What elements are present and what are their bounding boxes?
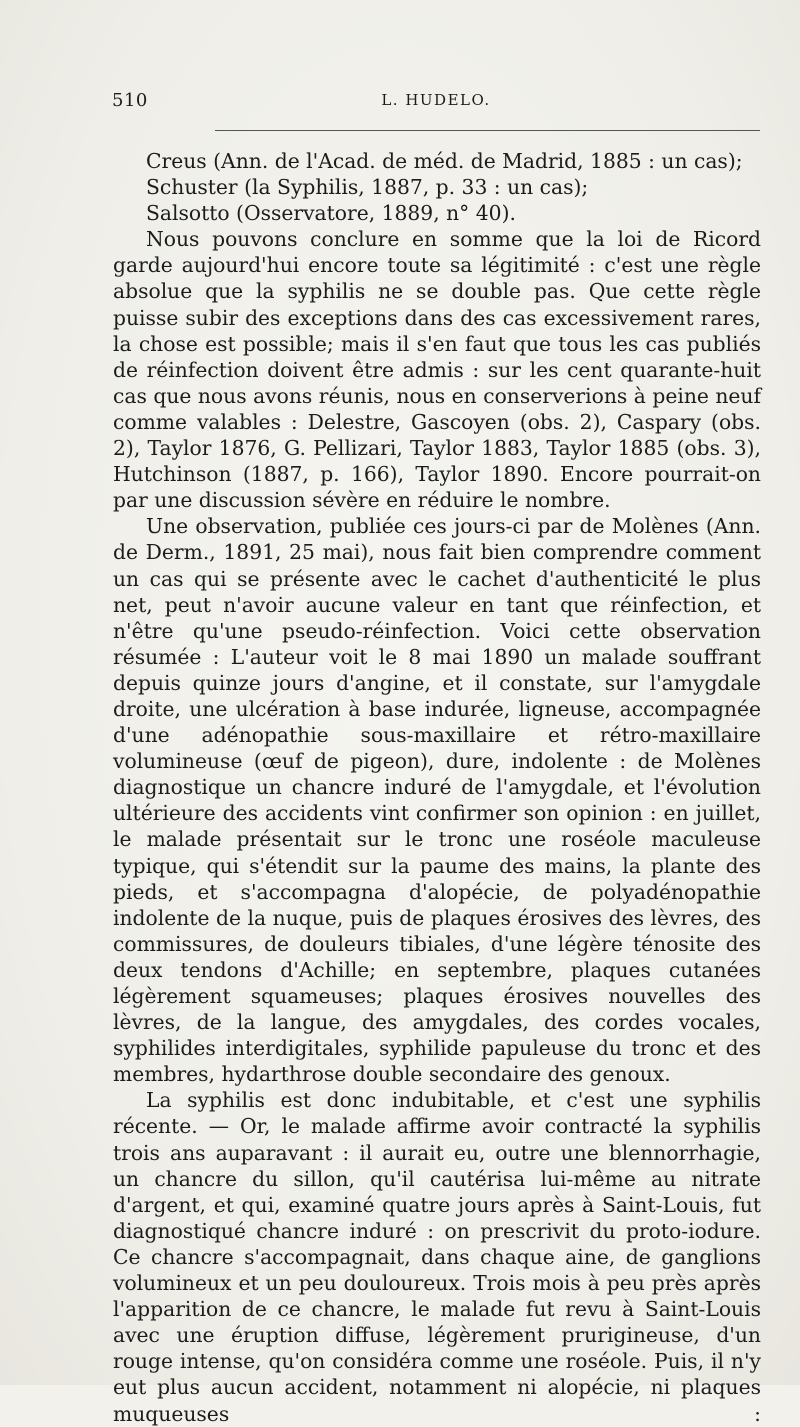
page-number: 510 [112, 90, 148, 111]
running-head [112, 90, 760, 114]
paragraph-observation: Une observation, publiée ces jours-ci par de Molènes (Ann. de Derm., 1891, 25 mai), nous fait bien comprendre comment un cas qui se présente avec le cachet d'authenticité le plus net, peut n'avoir aucune valeur en tant que réinfection, et n'être qu'une pseudo-réinfection. Voici cette observation résumée : L'auteur voit le 8 mai 1890 un malade souffrant depuis quinze jours d'angine, et il constate, sur l'amygdale droite, une ulcération à base indurée, ligneuse, accompagnée d'une adénopathie sous-maxillaire et rétro-maxillaire volumineuse (œuf de pigeon), dure, indolente : de Molènes diagnostique un chancre induré de l'amygdale, et l'évolution ultérieure des accidents vint confirmer son opinion : en juillet, le malade présentait sur le tronc une roséole maculeuse typique, qui s'étendit sur la paume des mains, la plante des pieds, et s'accompagna d'alopécie, de polyadénopathie indolente de la nuque, puis de plaques érosives des lèvres, des commissures, de douleurs tibiales, d'une légère ténosite des deux tendons d'Achille; en septembre, plaques cutanées légèrement squameuses; plaques érosives nouvelles des lèvres, de la langue, des amygdales, des cordes vocales, syphilides interdigitales, syphilide papuleuse du tronc et des membres, hydarthrose double secondaire des genoux. [113, 514, 761, 1087]
running-title: L. HUDELO. [381, 91, 491, 109]
reference-schuster: Schuster (la Syphilis, 1887, p. 33 : un cas); [146, 175, 589, 200]
reference-creus: Creus (Ann. de l'Acad. de méd. de Madrid, 1885 : un cas); [146, 149, 743, 173]
header-rule [215, 130, 760, 131]
paragraph-conclusion: Nous pouvons conclure en somme que la loi de Ricord garde aujourd'hui encore toute sa légitimité : c'est une règle absolue que la syphilis ne se double pas. Que cette règle puisse subir des exceptions dans des cas excessivement rares, la chose est possible; mais il s'en faut que tous les cas publiés de réinfection doivent être admis : sur les cent quarante-huit cas que nous avons réunis, nous en conserverions à peine neuf comme valables : Delestre, Gascoyen (obs. 2), Caspary (obs. 2), Taylor 1876, G. Pellizari, Taylor 1883, Taylor 1885 (obs. 3), Hutchinson (1887, p. 166), Taylor 1890. Encore pourrait-on par une discussion sévère en réduire le nombre. [113, 227, 761, 513]
paragraph-syphilis-recente: La syphilis est donc indubitable, et c'est une syphilis récente. — Or, le malade affirme avoir contracté la syphilis trois ans auparavant : il aurait eu, outre une blennorrhagie, un chancre du sillon, qu'il cautérisa lui-même au nitrate d'argent, et qui, examiné quatre jours après à Saint-Louis, fut diagnostiqué chancre induré : on prescrivit du proto-iodure. Ce chancre s'accompagnait, dans chaque aine, de ganglions volumineux et un peu douloureux. Trois mois à peu près après l'apparition de ce chancre, le malade fut revu à Saint-Louis avec une éruption diffuse, légèrement prurigineuse, d'un rouge intense, qu'on considéra comme une roséole. Puis, il n'y eut plus aucun accident, notamment ni alopécie, ni plaques muqueuses : [113, 1088, 761, 1426]
reference-salsotto: Salsotto (Osservatore, 1889, n° 40). [146, 201, 516, 226]
body-text [113, 148, 761, 1427]
